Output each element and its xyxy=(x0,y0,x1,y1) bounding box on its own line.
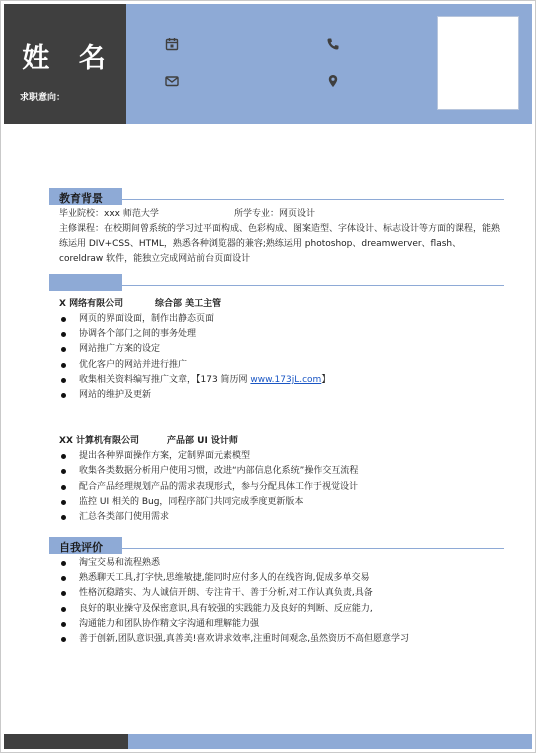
section-header xyxy=(49,537,504,554)
list-item: 善于创新,团队意识强,真善美!喜欢讲求效率,注重时间观念,虽然资历不高但愿意学习 xyxy=(59,632,504,647)
section-title: 自我评价 xyxy=(59,541,103,554)
company-name: X 网络有限公司 xyxy=(59,299,124,309)
experience-section xyxy=(49,274,504,525)
section-header xyxy=(49,274,504,291)
phone-icon xyxy=(326,37,340,51)
education-section xyxy=(49,188,504,267)
education-school-row xyxy=(49,207,504,222)
list-item: 熟悉聊天工具,打字快,思维敏捷,能同时应付多人的在线咨询,促成多单交易 xyxy=(59,571,504,586)
company-row xyxy=(59,434,504,449)
list-item: 收集各类数据分析用户使用习惯，改进“内部信息化系统”操作交互流程 xyxy=(59,464,504,479)
department-title: 产品部 UI 设计师 xyxy=(167,436,238,447)
list-item: 网站推广方案的设定 xyxy=(59,342,504,357)
list-item: 汇总各类部门使用需求 xyxy=(59,510,504,525)
list-item: 配合产品经理规划产品的需求表现形式，参与分配具体工作于视觉设计 xyxy=(59,480,504,495)
list-item: 沟通能力和团队协作精文字沟通和理解能力强 xyxy=(59,617,504,632)
section-tab xyxy=(49,537,122,554)
section-tab xyxy=(49,188,122,205)
list-item: 性格沉稳踏实、为人诚信开朗、专注肯干、善于分析,对工作认真负责,具备 xyxy=(59,586,504,601)
company-row xyxy=(59,297,504,312)
mail-icon xyxy=(165,74,179,88)
footer-blue-bar xyxy=(128,734,532,749)
list-item: 淘宝交易和流程熟悉 xyxy=(59,556,504,571)
job-duties-list xyxy=(59,449,504,525)
list-item: 网页的界面设面，制作出静态页面 xyxy=(59,312,504,327)
candidate-name: 姓 名 xyxy=(22,43,116,74)
section-title: 教育背景 xyxy=(59,192,103,205)
calendar-icon xyxy=(165,37,179,51)
list-item: 协调各个部门之间的事务处理 xyxy=(59,327,504,342)
list-item: 优化客户的网站并进行推广 xyxy=(59,358,504,373)
education-courses: 主修课程：在校期间曾系统的学习过平面构成、色彩构成、图案造型、字体设计、标志设计等方面的课程，能熟练运用 DIV+CSS、HTML，熟悉各种浏览器的兼容;熟练运用 photoshop、dreamwerver、flash、coreldraw 软件，能独立完成网站前台页面设计 xyxy=(59,224,501,264)
self-evaluation-list xyxy=(49,556,504,647)
section-divider xyxy=(122,285,504,286)
section-divider xyxy=(122,548,504,549)
resume-site-link[interactable]: www.173jL.com xyxy=(250,374,322,385)
self-evaluation-section xyxy=(49,537,504,647)
list-item: 监控 UI 相关的 Bug，同程序部门共同完成季度更新版本 xyxy=(59,495,504,510)
job-intention-label: 求职意向： xyxy=(20,93,66,103)
list-item: 网站的维护及更新 xyxy=(59,388,504,403)
section-header xyxy=(49,188,504,205)
footer-dark-bar xyxy=(4,734,128,749)
major-name: 所学专业：网页设计 xyxy=(234,209,316,219)
job-duties-list xyxy=(59,312,504,403)
company-name: XX 计算机有限公司 xyxy=(59,436,140,447)
job-block xyxy=(49,434,504,525)
list-item: 提出各种界面操作方案，定制界面元素模型 xyxy=(59,449,504,464)
school-name: 毕业院校：xxx 师范大学 xyxy=(59,209,159,219)
header-name-panel xyxy=(4,4,126,124)
photo-placeholder xyxy=(437,16,519,110)
section-divider xyxy=(122,199,504,200)
list-item: 收集相关资料编写推广文章，【173 简历网 www.173jL.com】 xyxy=(59,373,504,388)
location-pin-icon xyxy=(326,74,340,88)
section-tab xyxy=(49,274,122,291)
list-item: 良好的职业操守及保密意识,具有较强的实践能力及良好的判断、反应能力, xyxy=(59,602,504,617)
department-title: 综合部 美工主管 xyxy=(155,299,222,309)
job-block xyxy=(49,297,504,403)
